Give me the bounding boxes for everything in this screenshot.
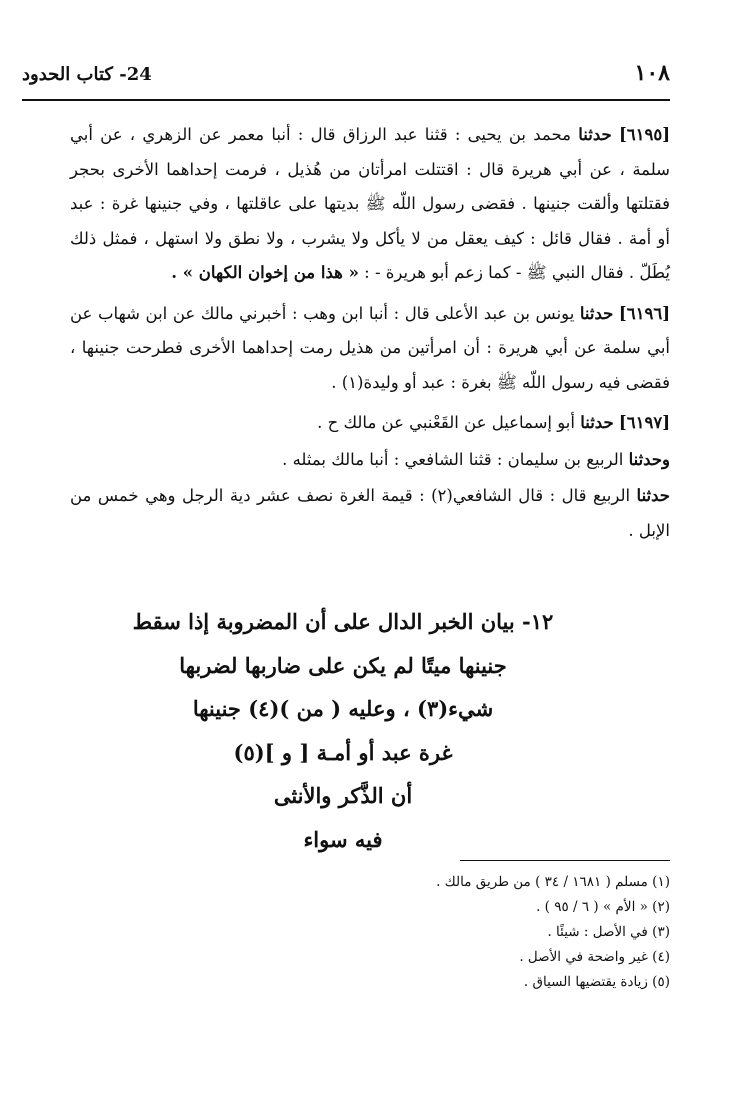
section-heading-line: فيه سواء xyxy=(303,826,383,852)
narration-lead: حدثنا xyxy=(580,413,614,432)
hadith-quote: « هذا من إخوان الكهان » . xyxy=(171,263,359,282)
narration-lead: حدثنا xyxy=(579,303,614,323)
hadith-text: محمد بن يحيى : قثنا عبد الرزاق قال : أنبا معمر عن الزهري ، عن أبي سلمة ، عن أبي هريرة قال : اقتتلت امرأتان من هُذيل ، فرمت إحداهما الأخرى بحجر فقتلتها وألقت جنينها . فقضى رسول اللّه ﷺ بديتها على عاقلتها ، وفي جنينها غرة : عبد أو أمة . فقال قائل : كيف يعقل من لا يأكل ولا يشرب ، ولا نطق ولا استهل ، فمثل ذلك يُطَلّ . فقال النبي ﷺ - كما زعم أبو هريرة - : xyxy=(70,125,670,282)
narration-text: الربيع قال : قال الشافعي(٢) : قيمة الغرة نصف عشر دية الرجل وهي خمس من الإبل . xyxy=(70,486,670,540)
main-text xyxy=(70,118,670,554)
hadith-6195 xyxy=(70,118,670,291)
page-number: ١٠٨ xyxy=(634,60,670,86)
footnote-item: (١) مسلم ( ١٦٨١ / ٣٤ ) من طريق مالك . xyxy=(436,874,670,890)
footnote-item: (٣) في الأصل : شيئًا . xyxy=(547,924,670,940)
narration-chain xyxy=(70,443,670,478)
footnote-divider xyxy=(460,860,670,861)
narration-lead: وحدثنا xyxy=(628,449,670,469)
narration-shafii xyxy=(70,479,670,548)
footnote-item: (٤) غير واضحة في الأصل . xyxy=(519,949,670,965)
narration-lead: حدثنا xyxy=(636,486,671,505)
hadith-6196 xyxy=(70,297,670,401)
hadith-number: [٦١٩٥] xyxy=(618,125,671,144)
footnote-item: (٢) « الأم » ( ٦ / ٩٥ ) . xyxy=(536,899,670,915)
hadith-number: [٦١٩٧] xyxy=(618,413,670,432)
hadith-6197 xyxy=(70,406,670,441)
footnotes xyxy=(180,870,670,995)
narration-lead: حدثنا xyxy=(578,125,612,144)
section-heading-line: شيء(٣) ، وعليه ( من )(٤) جنينها xyxy=(192,696,494,721)
section-heading-line: غرة عبد أو أمـة [ و ](٥) xyxy=(233,739,453,765)
narration-text: الربيع بن سليمان : قثنا الشافعي : أنبا مالك بمثله . xyxy=(282,449,624,469)
section-heading-line: أن الذَّكر والأنثى xyxy=(273,783,413,808)
header-divider xyxy=(22,99,670,101)
hadith-number: [٦١٩٦] xyxy=(618,303,670,323)
section-heading-line: ١٢- بيان الخبر الدال على أن المضروبة إذا سقط xyxy=(132,609,554,634)
book-title: 24- كتاب الحدود xyxy=(22,64,152,85)
hadith-text: يونس بن عبد الأعلى قال : أنبا ابن وهب : أخبرني مالك عن ابن شهاب عن أبي سلمة عن أبي هريرة : أن امرأتين من هذيل رمت إحداهما الأخرى فطرحت جنينها ، فقضى فيه رسول اللّه ﷺ بغرة : عبد أو وليدة(١) . xyxy=(70,303,670,392)
section-heading xyxy=(110,600,576,861)
hadith-text: أبو إسماعيل عن القَعْنبي عن مالك ح . xyxy=(317,413,575,432)
page-header xyxy=(22,58,670,98)
footnote-item: (٥) زيادة يقتضيها السياق . xyxy=(523,974,670,990)
section-heading-line: جنينها ميتًا لم يكن على ضاربها لضربها xyxy=(179,652,507,678)
